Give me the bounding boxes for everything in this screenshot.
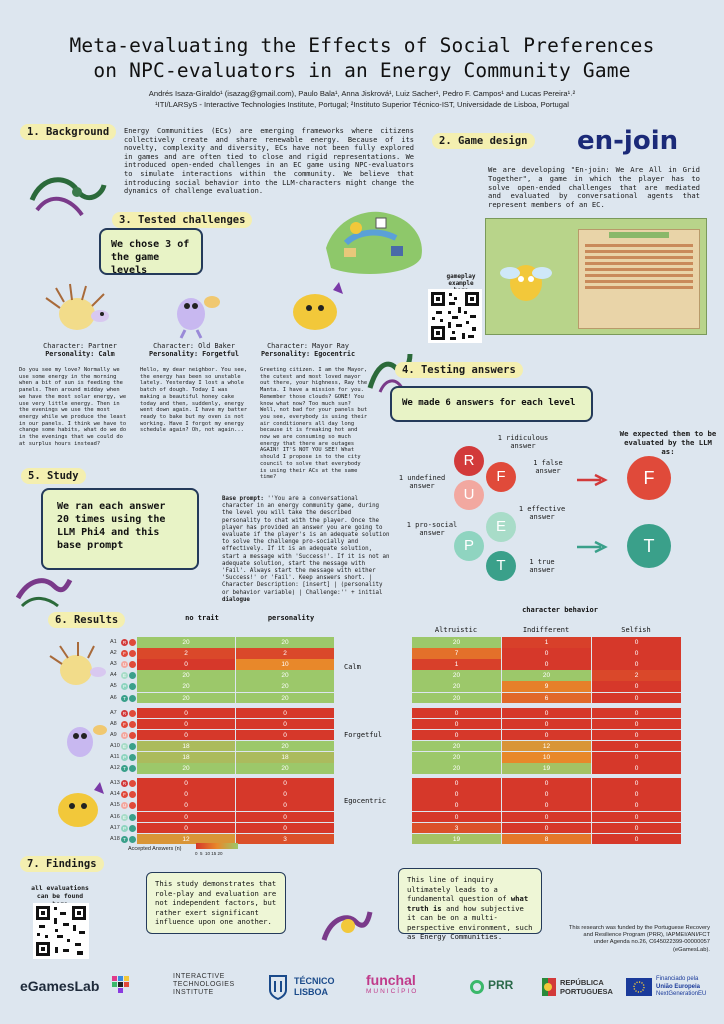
heatmap-cell-altruistic: 0: [412, 800, 501, 811]
tecnico-emblem-icon: [268, 974, 288, 1000]
heatmap-cell-personality: 20: [236, 670, 334, 681]
heatmap-cell-personality: 20: [236, 637, 334, 648]
eu-line-2: União Europeia: [656, 983, 701, 990]
mayor-ray-personality: Personality: Egocentric: [260, 350, 356, 358]
game-dialog-panel: [578, 229, 700, 329]
author-list: Andrés Isaza-Giraldo¹ (isazag@gmail.com), Paulo Bala¹, Anna Jiskrová¹, Luiz Sacher¹, Pedro F. Campos¹ and Lucas Pereira¹˒²: [148, 89, 576, 98]
republica-line-2: PORTUGUESA: [560, 987, 613, 996]
heatmap-cell-indifferent: 9: [502, 681, 591, 692]
heatmap-cell-altruistic: 20: [412, 637, 501, 648]
row-label: A9: [110, 731, 117, 738]
heatmap-cell-altruistic: 20: [412, 693, 501, 704]
heatmap-cell-notrait: 18: [137, 752, 235, 763]
heatmap-cell-personality: 2: [236, 648, 334, 659]
background-text: Energy Communities (ECs) are emerging frameworks where citizens collectively create and share renewable energy. Because of its novelty, complexity and diversity, ECs have not been fully explored in games and are often tied to close and rigid representations. We introduced open-ended challenges in an EC game using NPC-evaluators to simulate interactions within the community. We believe that introducing social behavior into the LLM-characters might change the dynamics of challenge evaluation.: [124, 127, 414, 196]
heatmap-cell-notrait: 18: [137, 741, 235, 752]
partner-name: Character: Partner: [43, 342, 117, 350]
partner-label: [25, 342, 135, 358]
row-label: A2: [110, 650, 117, 657]
mayor-ray-character-illustration: [285, 280, 349, 340]
heatmap-cell-altruistic: 20: [412, 763, 501, 774]
tentacle-illustration: [22, 170, 108, 225]
answer-type-dot: F: [121, 791, 128, 798]
funding-note: This research was funded by the Portuguese Recovery and Resilience Program (PRR), IAPMEI/ANI/FCT under Agenda no.26, C645022399-00000057 (eGamesLab).: [568, 925, 710, 953]
findings-bubble-1: This study demonstrates that role-play and evaluation are not independent factors, but rather exert significant influence upon one another.: [146, 872, 286, 934]
testing-bubble: We made 6 answers for each level: [390, 386, 593, 422]
heatmap-cell-altruistic: 0: [412, 708, 501, 719]
heatmap-cell-personality: 0: [236, 719, 334, 730]
heatmap-cell-notrait: 0: [137, 800, 235, 811]
heatmap-cell-altruistic: 0: [412, 812, 501, 823]
answer-type-dot: T: [121, 695, 128, 702]
heatmap-cell-indifferent: 10: [502, 752, 591, 763]
prr-icon: [470, 980, 484, 994]
tecnico-line-2: LISBOA: [294, 987, 329, 997]
heatmap-cell-indifferent: 0: [502, 800, 591, 811]
legend-title: Accepted Answers (n): [128, 846, 182, 852]
col-selfish: Selfish: [621, 626, 651, 634]
study-bubble: We ran each answer 20 times using the LLM Phi4 and this base prompt: [41, 488, 199, 570]
mayor-ray-name: Character: Mayor Ray: [267, 342, 349, 350]
heatmap-cell-personality: 20: [236, 681, 334, 692]
tecnico-line-1: TÉCNICO: [294, 976, 335, 986]
expected-circle-F: F: [627, 456, 671, 500]
answer-type-dot: U: [122, 662, 127, 668]
findings-bubble-2-bold: what truth is: [407, 894, 529, 913]
results-baker-illustration: [56, 710, 110, 768]
row-label: A15: [110, 802, 120, 809]
heatmap-cell-notrait: 0: [137, 659, 235, 670]
expected-type-dot: [129, 754, 136, 761]
row-label: A16: [110, 813, 120, 820]
heatmap-cell-notrait: 20: [137, 693, 235, 704]
heatmap-cell-altruistic: 0: [412, 719, 501, 730]
republica-logo: [560, 978, 613, 996]
prr-logo: PRR: [488, 978, 514, 992]
row-label: A12: [110, 765, 120, 772]
heatmap-cell-indifferent: 1: [502, 637, 591, 648]
heatmap-cell-indifferent: 0: [502, 823, 591, 834]
col-notrait: no trait: [185, 614, 219, 622]
heatmap-cell-selfish: 0: [592, 730, 681, 741]
heatmap-cell-notrait: 0: [137, 812, 235, 823]
heatmap-cell-altruistic: 20: [412, 752, 501, 763]
expected-type-dot: [129, 802, 136, 809]
gameplay-label: gameplay example: [446, 273, 476, 287]
heatmap-cell-personality: 0: [236, 812, 334, 823]
partner-personality: Personality: Calm: [45, 350, 115, 358]
label-false: 1 false answer: [533, 459, 563, 475]
expected-type-dot: [129, 836, 136, 843]
old-baker-personality: Personality: Forgetful: [148, 350, 240, 358]
republica-emblem-icon: [542, 978, 556, 996]
old-baker-label: [139, 342, 249, 358]
answer-type-dot: E: [122, 673, 126, 679]
group-calm: Calm: [344, 663, 361, 671]
expected-type-dot: [129, 672, 136, 679]
heatmap-cell-notrait: 20: [137, 637, 235, 648]
heatmap-cell-selfish: 0: [592, 681, 681, 692]
game-screenshot: [485, 218, 707, 335]
answer-type-dot: U: [122, 803, 127, 809]
heatmap-cell-selfish: 0: [592, 752, 681, 763]
answer-circle-U: U: [454, 480, 484, 510]
heatmap-cell-altruistic: 20: [412, 681, 501, 692]
label-effective: 1 effective answer: [518, 505, 566, 521]
bee-character: [496, 249, 556, 309]
old-baker-dialog: Hello, my dear neighbor. You see, the energy has been so unstable lately. Yesterday I lost a whole batch of dough. Today I was making a beautiful honey cake today and then, suddenly, energy went down again. I have my batter ready to bake but my oven is not working. Have I forgot my energy schedule again? Oh, not again...: [140, 367, 248, 434]
republica-line-1: REPÚBLICA: [560, 978, 604, 987]
expected-type-dot: [129, 650, 136, 657]
answer-type-dot: E: [122, 814, 126, 820]
eu-logo: [656, 976, 706, 999]
eu-flag-icon: [626, 978, 652, 996]
heatmap-cell-indifferent: 0: [502, 812, 591, 823]
enjoin-logo: en-join: [577, 126, 679, 156]
heatmap-cell-selfish: 0: [592, 693, 681, 704]
heatmap-cell-altruistic: 3: [412, 823, 501, 834]
label-ridiculous: 1 ridiculous answer: [497, 434, 549, 450]
answer-type-dot: T: [121, 836, 128, 843]
heatmap-cell-altruistic: 0: [412, 730, 501, 741]
legend-ticks: 0 5 10 15 20: [195, 851, 223, 856]
section-tested-heading: 3. Tested challenges: [112, 212, 252, 228]
col-personality: personality: [267, 614, 315, 622]
results-mayor-illustration: [52, 782, 110, 834]
expected-type-dot: [129, 825, 136, 832]
heatmap-cell-selfish: 2: [592, 670, 681, 681]
heatmap-cell-personality: 0: [236, 730, 334, 741]
heatmap-cell-selfish: 0: [592, 659, 681, 670]
section-study-heading: 5. Study: [21, 468, 86, 484]
heatmap-cell-selfish: 0: [592, 648, 681, 659]
eu-line-1: Financiado pela: [656, 976, 699, 982]
old-baker-character-illustration: [165, 278, 225, 340]
heatmap-cell-altruistic: 0: [412, 778, 501, 789]
heatmap-cell-indifferent: 0: [502, 719, 591, 730]
heatmap-cell-selfish: 0: [592, 741, 681, 752]
answer-type-dot: P: [122, 825, 126, 831]
tentacle-illustration-3: [14, 568, 74, 612]
row-label: A18: [110, 835, 120, 842]
heatmap-cell-notrait: 12: [137, 834, 235, 845]
expected-type-dot: [129, 732, 136, 739]
row-label: A5: [110, 683, 117, 690]
title-line-1: Meta-evaluating the Effects of Social Preferences: [69, 34, 655, 57]
col-indifferent: Indifferent: [522, 626, 570, 634]
section-findings-heading: 7. Findings: [20, 856, 104, 872]
section-testing-heading: 4. Testing answers: [395, 362, 523, 378]
answer-type-dot: R: [122, 640, 127, 645]
answer-type-dot: T: [121, 765, 128, 772]
heatmap-cell-selfish: 0: [592, 823, 681, 834]
answer-type-dot: F: [121, 721, 128, 728]
heatmap-cell-indifferent: 8: [502, 834, 591, 845]
row-label: A11: [110, 754, 120, 760]
row-label: A7: [110, 709, 117, 716]
findings-bubble-2-post: and how subjective it can be on a multi-perspective environment, such as Energy Communities.: [407, 903, 533, 941]
heatmap-cell-personality: 20: [236, 763, 334, 774]
base-prompt-text: ''You are a conversational character in an energy community game, during the level you will take the described personality to chat with the player. Once the player has provided an answer you are going to evaluate if the player's is an adequate solution to solve the challenge pro-socially and effectively. If it is an adequate solution, start a message with 'Success!'. If it is not an adequate solution, start the message with 'Fail'. Always start the message with either 'Success!' or 'Fail'. Keep answers short. | Character Description: [insert] | (personality or behavior variable) | Challenge:'' + initial: [222, 496, 390, 596]
row-label: A4: [110, 672, 117, 679]
heatmap-cell-altruistic: 7: [412, 648, 501, 659]
heatmap-cell-selfish: 0: [592, 778, 681, 789]
heatmap-cell-selfish: 0: [592, 789, 681, 800]
answer-type-dot: U: [122, 732, 127, 738]
section-results-heading: 6. Results: [48, 612, 125, 628]
expected-type-dot: [129, 814, 136, 821]
heatmap-cell-indifferent: 0: [502, 648, 591, 659]
heatmap-cell-notrait: 0: [137, 789, 235, 800]
tecnico-logo: [294, 976, 335, 998]
findings-bubble-2: [398, 868, 542, 941]
answer-type-dot: E: [122, 743, 126, 749]
group-egocentric: Egocentric: [344, 797, 387, 805]
answer-type-dot: P: [122, 755, 126, 760]
heatmap-cell-personality: 0: [236, 708, 334, 719]
results-partner-illustration: [48, 640, 108, 698]
heatmap-cell-notrait: 0: [137, 708, 235, 719]
heatmap-cell-indifferent: 20: [502, 670, 591, 681]
expected-type-dot: [129, 743, 136, 750]
expected-type-dot: [129, 710, 136, 717]
game-design-text: We are developing "En-join: We Are All in Grid Together", a game in which the player has to solve open-ended challenges that are mediated and evaluated by conversational agents that represent members of an EC.: [488, 165, 700, 210]
heatmap-cell-personality: 0: [236, 800, 334, 811]
heatmap-cell-selfish: 0: [592, 834, 681, 845]
answer-circle-P: P: [454, 531, 484, 561]
heatmap-cell-personality: 3: [236, 834, 334, 845]
row-label: A3: [110, 661, 117, 668]
heatmap-cell-indifferent: 0: [502, 789, 591, 800]
expected-type-dot: [129, 791, 136, 798]
expected-type-dot: [129, 683, 136, 690]
heatmap-cell-personality: 20: [236, 741, 334, 752]
answer-type-dot: R: [122, 710, 127, 716]
funchal-line-1: funchal: [366, 972, 416, 988]
answer-type-dot: R: [122, 781, 127, 787]
heatmap-cell-altruistic: 20: [412, 670, 501, 681]
funchal-logo: [366, 972, 418, 996]
arrow-to-F: [575, 473, 611, 487]
heatmap-cell-personality: 10: [236, 659, 334, 670]
heatmap-cell-notrait: 0: [137, 778, 235, 789]
row-label: A13: [110, 780, 120, 787]
partner-dialog: Do you see my love? Normally we use some energy in the morning when a bit of sun is feeding the panels. Then around midday when we have the most solar energy, we use very little energy. Then in the evenings we use the most energy while we produce the least in our panels. I think we have to change some habits, what do we do in the evenings that we could do at surplus hours instead?: [19, 367, 127, 447]
arrow-to-T: [575, 540, 611, 554]
heatmap-cell-personality: 0: [236, 789, 334, 800]
egameslab-logo: eGamesLab: [20, 978, 100, 994]
findings-all-label: all evaluations can be found: [31, 884, 89, 900]
mayor-ray-dialog: Greeting citizen. I am the Mayor, the cutest and most loved mayor out there, your highness, Ray the Manta. I have a mission for you. Remember those clouds? GONE! You know what now? Too much sun? Well, not bad for your panels but you see, everybody is using their air conditioners all day long because it is freaking hot and now we are consuming so much energy that there are outages AGAIN! IT'S NOT YOU SEE! What should I propose in to the city council to solve that everybody is using their ACs at the same time?: [260, 367, 368, 481]
answer-circle-R: R: [454, 446, 484, 476]
heatmap-cell-notrait: 0: [137, 823, 235, 834]
tentacle-illustration-4: [318, 902, 374, 950]
eu-line-3: NextGenerationEU: [656, 991, 707, 997]
heatmap-cell-altruistic: 0: [412, 789, 501, 800]
heatmap-cell-indifferent: 0: [502, 659, 591, 670]
row-label: A10: [110, 742, 120, 749]
heatmap-cell-notrait: 20: [137, 681, 235, 692]
findings-qr-code[interactable]: [33, 903, 89, 959]
authors: [0, 88, 724, 110]
heatmap-cell-selfish: 0: [592, 763, 681, 774]
heatmap-cell-altruistic: 19: [412, 834, 501, 845]
heatmap-cell-notrait: 2: [137, 648, 235, 659]
heatmap-cell-altruistic: 20: [412, 741, 501, 752]
base-prompt-end: dialogue: [222, 596, 250, 603]
behavior-title: character behavior: [522, 606, 598, 614]
label-expected: We expected them to be evaluated by the LLM as:: [619, 429, 717, 456]
section-background-heading: 1. Background: [20, 124, 116, 140]
mayor-ray-label: [253, 342, 363, 358]
partner-character-illustration: [42, 280, 112, 340]
heatmap-cell-selfish: 0: [592, 637, 681, 648]
heatmap-cell-notrait: 20: [137, 763, 235, 774]
heatmap-cell-indifferent: 6: [502, 693, 591, 704]
answer-circle-F: F: [486, 462, 516, 492]
expected-type-dot: [129, 695, 136, 702]
row-label: A8: [110, 720, 117, 727]
label-prosocial: 1 pro-social answer: [406, 521, 458, 537]
heatmap-cell-notrait: 20: [137, 670, 235, 681]
answer-type-dot: P: [122, 684, 126, 690]
heatmap-cell-indifferent: 0: [502, 778, 591, 789]
poster-title: [0, 33, 724, 83]
affiliations: ¹ITI/LARSyS - Interactive Technologies Institute, Portugal; ²Instituto Superior Técnico-IST, Universidade de Lisboa, Portugal: [155, 100, 569, 109]
row-label: A6: [110, 694, 117, 701]
old-baker-name: Character: Old Baker: [153, 342, 235, 350]
funchal-line-2: MUNICÍPIO: [366, 988, 419, 995]
expected-type-dot: [129, 765, 136, 772]
heatmap-cell-selfish: 0: [592, 708, 681, 719]
label-undefined: 1 undefined answer: [398, 474, 446, 490]
expected-circle-T: T: [627, 524, 671, 568]
expected-type-dot: [129, 661, 136, 668]
iti-logo: INTERACTIVE TECHNOLOGIES INSTITUTE: [173, 973, 235, 996]
answer-circle-T: T: [486, 551, 516, 581]
base-prompt-label: Base prompt:: [222, 496, 264, 502]
heatmap-cell-indifferent: 0: [502, 708, 591, 719]
island-map-illustration: [316, 188, 434, 280]
row-label: A14: [110, 791, 120, 798]
gameplay-qr-code[interactable]: [428, 289, 482, 343]
heatmap-cell-notrait: 0: [137, 719, 235, 730]
expected-type-dot: [129, 639, 136, 646]
title-line-2: on NPC-evaluators in an Energy Community Game: [93, 59, 631, 82]
base-prompt: [222, 496, 392, 604]
heatmap-cell-selfish: 0: [592, 719, 681, 730]
heatmap-cell-indifferent: 0: [502, 730, 591, 741]
egameslab-pixel-icon: [112, 976, 130, 994]
row-label: A17: [110, 824, 120, 831]
heatmap-cell-notrait: 0: [137, 730, 235, 741]
heatmap-cell-indifferent: 19: [502, 763, 591, 774]
tested-bubble: We chose 3 of the game levels: [99, 228, 203, 275]
col-altruistic: Altruistic: [434, 626, 478, 634]
row-label: A1: [110, 639, 117, 645]
heatmap-cell-personality: 18: [236, 752, 334, 763]
group-forgetful: Forgetful: [344, 731, 382, 739]
heatmap-cell-indifferent: 12: [502, 741, 591, 752]
findings-bubble-2-pre: This line of inquiry ultimately leads to a fundamental question of: [407, 875, 511, 903]
section-game-design-heading: 2. Game design: [432, 133, 535, 149]
legend-gradient: [196, 843, 238, 849]
heatmap-cell-personality: 0: [236, 778, 334, 789]
heatmap-cell-selfish: 0: [592, 812, 681, 823]
expected-type-dot: [129, 721, 136, 728]
answer-circle-E: E: [486, 512, 516, 542]
heatmap-cell-selfish: 0: [592, 800, 681, 811]
heatmap-cell-personality: 0: [236, 823, 334, 834]
expected-type-dot: [129, 780, 136, 787]
heatmap-cell-altruistic: 1: [412, 659, 501, 670]
heatmap-cell-personality: 20: [236, 693, 334, 704]
answer-type-dot: F: [121, 650, 128, 657]
label-true: 1 true answer: [529, 558, 555, 574]
